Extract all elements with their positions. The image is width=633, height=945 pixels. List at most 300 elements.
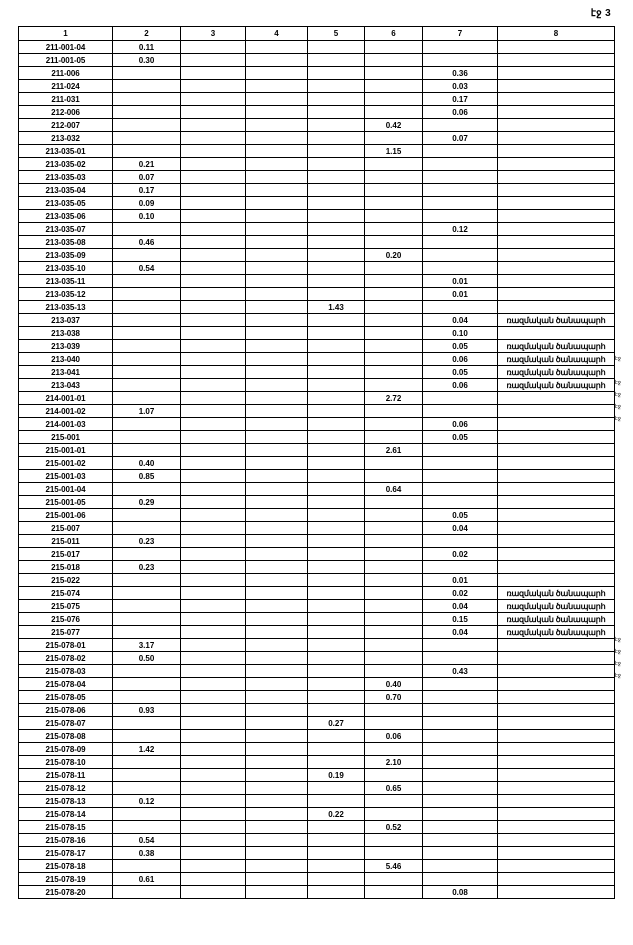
cell-value-5	[308, 756, 365, 769]
cell-code: 215-078-16	[19, 834, 113, 847]
table-row	[19, 366, 615, 379]
cell-value-4	[246, 470, 308, 483]
cell-note	[498, 457, 615, 470]
cell-value-7: 0.06	[423, 353, 498, 366]
cell-value-4	[246, 379, 308, 392]
cell-note	[498, 535, 615, 548]
cell-value-7	[423, 769, 498, 782]
table-row	[19, 288, 615, 301]
cell-code: 213-035-02	[19, 158, 113, 171]
cell-value-4	[246, 158, 308, 171]
cell-note	[498, 821, 615, 834]
cell-value-6: 1.15	[365, 145, 423, 158]
cell-value-5	[308, 626, 365, 639]
cell-value-7	[423, 847, 498, 860]
cell-note	[498, 691, 615, 704]
cell-note	[498, 145, 615, 158]
cell-value-3	[181, 769, 246, 782]
cell-code: 215-078-06	[19, 704, 113, 717]
cell-value-5	[308, 470, 365, 483]
cell-value-4	[246, 54, 308, 67]
cell-note	[498, 288, 615, 301]
cell-note	[498, 548, 615, 561]
cell-value-2	[113, 860, 181, 873]
cell-value-3	[181, 847, 246, 860]
cell-value-3	[181, 795, 246, 808]
cell-value-3	[181, 600, 246, 613]
cell-value-5	[308, 457, 365, 470]
cell-value-7	[423, 197, 498, 210]
cell-note	[498, 561, 615, 574]
cell-value-7	[423, 470, 498, 483]
cell-value-5	[308, 145, 365, 158]
cell-code: 215-074	[19, 587, 113, 600]
cell-value-5	[308, 210, 365, 223]
cell-value-4	[246, 691, 308, 704]
cell-value-6	[365, 717, 423, 730]
cell-value-2	[113, 340, 181, 353]
cell-value-7	[423, 873, 498, 886]
cell-value-2: 0.46	[113, 236, 181, 249]
table-row	[19, 210, 615, 223]
cell-note	[498, 418, 615, 431]
table-row	[19, 470, 615, 483]
cell-value-7	[423, 119, 498, 132]
cell-value-3	[181, 145, 246, 158]
cell-value-3	[181, 431, 246, 444]
cell-value-4	[246, 288, 308, 301]
cell-code: 213-035-06	[19, 210, 113, 223]
cell-value-7: 0.02	[423, 548, 498, 561]
cell-value-3	[181, 652, 246, 665]
table-row	[19, 379, 615, 392]
cell-note	[498, 119, 615, 132]
margin-note: էջ	[615, 404, 621, 410]
cell-value-4	[246, 860, 308, 873]
cell-value-3	[181, 314, 246, 327]
cell-value-5	[308, 795, 365, 808]
cell-value-7: 0.02	[423, 587, 498, 600]
cell-value-4	[246, 678, 308, 691]
cell-value-3	[181, 405, 246, 418]
cell-value-6	[365, 470, 423, 483]
cell-value-7	[423, 652, 498, 665]
cell-value-7	[423, 717, 498, 730]
cell-value-4	[246, 366, 308, 379]
cell-value-2	[113, 249, 181, 262]
cell-value-7	[423, 262, 498, 275]
cell-value-7	[423, 405, 498, 418]
cell-code: 215-078-17	[19, 847, 113, 860]
cell-value-6	[365, 379, 423, 392]
cell-value-4	[246, 249, 308, 262]
cell-value-4	[246, 561, 308, 574]
cell-value-7: 0.06	[423, 418, 498, 431]
cell-value-7: 0.12	[423, 223, 498, 236]
cell-value-4	[246, 80, 308, 93]
cell-code: 211-006	[19, 67, 113, 80]
column-header-7: 7	[423, 27, 498, 41]
cell-value-7	[423, 41, 498, 54]
cell-note	[498, 795, 615, 808]
table-row	[19, 730, 615, 743]
cell-value-2: 0.23	[113, 535, 181, 548]
cell-value-5	[308, 392, 365, 405]
cell-value-2	[113, 106, 181, 119]
table-row	[19, 834, 615, 847]
cell-code: 215-077	[19, 626, 113, 639]
cell-value-5	[308, 886, 365, 899]
cell-code: 215-001-03	[19, 470, 113, 483]
cell-value-7: 0.05	[423, 509, 498, 522]
cell-value-4	[246, 171, 308, 184]
cell-value-7: 0.43	[423, 665, 498, 678]
cell-code: 215-001-04	[19, 483, 113, 496]
cell-value-5	[308, 106, 365, 119]
cell-value-4	[246, 795, 308, 808]
cell-value-3	[181, 41, 246, 54]
table-row	[19, 223, 615, 236]
cell-value-5	[308, 314, 365, 327]
cell-code: 213-035-10	[19, 262, 113, 275]
cell-code: 212-006	[19, 106, 113, 119]
cell-code: 212-007	[19, 119, 113, 132]
cell-code: 213-035-03	[19, 171, 113, 184]
cell-value-5	[308, 821, 365, 834]
cell-note	[498, 106, 615, 119]
cell-note	[498, 769, 615, 782]
cell-value-7: 0.15	[423, 613, 498, 626]
cell-value-5	[308, 67, 365, 80]
cell-note	[498, 249, 615, 262]
cell-value-6	[365, 353, 423, 366]
cell-value-7	[423, 457, 498, 470]
cell-value-5	[308, 418, 365, 431]
cell-note: ռազմական ծանապարհ	[498, 353, 615, 366]
margin-note: էջ	[615, 637, 621, 643]
cell-value-7: 0.01	[423, 275, 498, 288]
cell-value-4	[246, 145, 308, 158]
cell-value-4	[246, 834, 308, 847]
cell-value-7: 0.36	[423, 67, 498, 80]
cell-value-4	[246, 600, 308, 613]
cell-value-5	[308, 119, 365, 132]
cell-note	[498, 782, 615, 795]
cell-value-6	[365, 522, 423, 535]
cell-value-4	[246, 444, 308, 457]
cell-code: 215-078-20	[19, 886, 113, 899]
cell-code: 213-035-12	[19, 288, 113, 301]
cell-value-3	[181, 184, 246, 197]
cell-note	[498, 405, 615, 418]
cell-value-2	[113, 626, 181, 639]
cell-note	[498, 704, 615, 717]
cell-value-5	[308, 288, 365, 301]
cell-code: 215-078-03	[19, 665, 113, 678]
cell-value-2	[113, 275, 181, 288]
cell-value-5: 1.43	[308, 301, 365, 314]
cell-value-5	[308, 860, 365, 873]
cell-value-3	[181, 366, 246, 379]
cell-code: 213-035-04	[19, 184, 113, 197]
cell-value-3	[181, 132, 246, 145]
cell-value-2: 0.11	[113, 41, 181, 54]
cell-value-7: 0.10	[423, 327, 498, 340]
cell-value-7: 0.05	[423, 366, 498, 379]
cell-value-6: 5.46	[365, 860, 423, 873]
cell-value-7	[423, 691, 498, 704]
table-row	[19, 431, 615, 444]
cell-value-3	[181, 379, 246, 392]
cell-value-2: 0.23	[113, 561, 181, 574]
cell-value-2	[113, 600, 181, 613]
cell-code: 213-037	[19, 314, 113, 327]
cell-value-6	[365, 834, 423, 847]
cell-value-6	[365, 210, 423, 223]
cell-value-3	[181, 54, 246, 67]
cell-value-7	[423, 210, 498, 223]
cell-value-6	[365, 197, 423, 210]
cell-value-3	[181, 340, 246, 353]
cell-code: 213-035-13	[19, 301, 113, 314]
cell-value-5	[308, 574, 365, 587]
cell-note	[498, 54, 615, 67]
table-row	[19, 860, 615, 873]
cell-value-5	[308, 340, 365, 353]
cell-note	[498, 197, 615, 210]
cell-value-5	[308, 431, 365, 444]
cell-value-7	[423, 496, 498, 509]
cell-value-3	[181, 639, 246, 652]
cell-value-4	[246, 665, 308, 678]
cell-value-2	[113, 782, 181, 795]
cell-value-4	[246, 626, 308, 639]
cell-value-3	[181, 561, 246, 574]
cell-value-3	[181, 860, 246, 873]
table-row	[19, 262, 615, 275]
table-row	[19, 158, 615, 171]
cell-value-4	[246, 275, 308, 288]
cell-value-5	[308, 249, 365, 262]
cell-value-2	[113, 418, 181, 431]
cell-note	[498, 262, 615, 275]
cell-note: ռազմական ծանապարհ	[498, 366, 615, 379]
cell-value-5	[308, 561, 365, 574]
cell-value-7	[423, 834, 498, 847]
cell-value-4	[246, 769, 308, 782]
table-row	[19, 236, 615, 249]
cell-value-2	[113, 483, 181, 496]
cell-value-7: 0.08	[423, 886, 498, 899]
cell-value-6	[365, 665, 423, 678]
cell-code: 215-078-14	[19, 808, 113, 821]
cell-value-2: 0.29	[113, 496, 181, 509]
cell-value-3	[181, 457, 246, 470]
cell-value-4	[246, 717, 308, 730]
cell-note	[498, 678, 615, 691]
cell-value-3	[181, 873, 246, 886]
cell-value-2	[113, 444, 181, 457]
table-row	[19, 340, 615, 353]
cell-note	[498, 808, 615, 821]
margin-note: էջ	[615, 392, 621, 398]
cell-value-2	[113, 132, 181, 145]
table-row	[19, 106, 615, 119]
cell-value-2	[113, 119, 181, 132]
cell-value-4	[246, 808, 308, 821]
cell-code: 215-001-06	[19, 509, 113, 522]
cell-value-6: 0.64	[365, 483, 423, 496]
table-row	[19, 80, 615, 93]
cell-value-4	[246, 496, 308, 509]
cell-value-7: 0.05	[423, 431, 498, 444]
table-row	[19, 886, 615, 899]
data-table-container	[18, 26, 614, 899]
cell-code: 215-078-02	[19, 652, 113, 665]
cell-value-2: 0.50	[113, 652, 181, 665]
cell-value-2: 0.38	[113, 847, 181, 860]
cell-code: 215-076	[19, 613, 113, 626]
cell-value-5	[308, 80, 365, 93]
cell-value-4	[246, 548, 308, 561]
cell-value-6	[365, 54, 423, 67]
table-row	[19, 301, 615, 314]
cell-code: 211-031	[19, 93, 113, 106]
table-row	[19, 639, 615, 652]
cell-code: 213-035-09	[19, 249, 113, 262]
cell-value-7	[423, 808, 498, 821]
cell-note	[498, 275, 615, 288]
cell-value-3	[181, 210, 246, 223]
cell-value-7	[423, 795, 498, 808]
cell-value-3	[181, 808, 246, 821]
cell-value-2	[113, 548, 181, 561]
cell-note	[498, 301, 615, 314]
cell-value-4	[246, 483, 308, 496]
table-header-row	[19, 27, 615, 41]
cell-value-3	[181, 470, 246, 483]
cell-value-3	[181, 613, 246, 626]
cell-value-2: 0.40	[113, 457, 181, 470]
cell-code: 215-078-10	[19, 756, 113, 769]
cell-value-6: 2.10	[365, 756, 423, 769]
cell-value-3	[181, 171, 246, 184]
cell-value-6	[365, 67, 423, 80]
table-row	[19, 41, 615, 54]
cell-value-7	[423, 639, 498, 652]
cell-note: ռազմական ծանապարհ	[498, 587, 615, 600]
cell-code: 215-078-04	[19, 678, 113, 691]
table-row	[19, 314, 615, 327]
cell-value-6	[365, 301, 423, 314]
cell-note	[498, 444, 615, 457]
cell-value-6: 2.61	[365, 444, 423, 457]
cell-value-7	[423, 704, 498, 717]
cell-note	[498, 41, 615, 54]
cell-value-3	[181, 158, 246, 171]
cell-value-6	[365, 184, 423, 197]
cell-value-5	[308, 535, 365, 548]
cell-value-5	[308, 236, 365, 249]
cell-value-7	[423, 782, 498, 795]
cell-value-5	[308, 93, 365, 106]
cell-value-3	[181, 756, 246, 769]
cell-value-6	[365, 639, 423, 652]
cell-value-3	[181, 704, 246, 717]
cell-value-5	[308, 743, 365, 756]
cell-code: 213-035-07	[19, 223, 113, 236]
cell-value-5	[308, 678, 365, 691]
cell-value-2: 1.42	[113, 743, 181, 756]
cell-value-3	[181, 743, 246, 756]
cell-value-4	[246, 847, 308, 860]
column-header-2: 2	[113, 27, 181, 41]
cell-value-4	[246, 340, 308, 353]
table-row	[19, 782, 615, 795]
table-row	[19, 613, 615, 626]
cell-value-5	[308, 366, 365, 379]
cell-value-3	[181, 119, 246, 132]
cell-value-4	[246, 106, 308, 119]
cell-value-6	[365, 457, 423, 470]
column-header-6: 6	[365, 27, 423, 41]
cell-value-3	[181, 483, 246, 496]
cell-note	[498, 717, 615, 730]
cell-note	[498, 67, 615, 80]
cell-value-3	[181, 223, 246, 236]
cell-code: 213-035-11	[19, 275, 113, 288]
cell-note	[498, 847, 615, 860]
cell-note	[498, 184, 615, 197]
table-row	[19, 665, 615, 678]
cell-value-3	[181, 665, 246, 678]
cell-value-2	[113, 93, 181, 106]
cell-value-2	[113, 808, 181, 821]
cell-code: 215-078-11	[19, 769, 113, 782]
cell-value-6	[365, 626, 423, 639]
cell-value-5	[308, 691, 365, 704]
table-row	[19, 67, 615, 80]
cell-code: 215-078-13	[19, 795, 113, 808]
cell-value-7	[423, 483, 498, 496]
cell-code: 215-075	[19, 600, 113, 613]
cell-note	[498, 509, 615, 522]
cell-value-7: 0.07	[423, 132, 498, 145]
table-row	[19, 249, 615, 262]
cell-value-7	[423, 860, 498, 873]
table-row	[19, 717, 615, 730]
column-header-8: 8	[498, 27, 615, 41]
margin-note: էջ	[615, 356, 621, 362]
cell-value-6	[365, 41, 423, 54]
cell-value-2	[113, 574, 181, 587]
cell-code: 215-007	[19, 522, 113, 535]
table-row	[19, 275, 615, 288]
cell-value-6	[365, 509, 423, 522]
cell-value-4	[246, 184, 308, 197]
cell-code: 213-035-01	[19, 145, 113, 158]
cell-value-7	[423, 145, 498, 158]
cell-note	[498, 236, 615, 249]
cell-value-5	[308, 379, 365, 392]
table-row	[19, 496, 615, 509]
cell-value-5	[308, 405, 365, 418]
cell-value-7: 0.06	[423, 106, 498, 119]
cell-note	[498, 834, 615, 847]
cell-value-3	[181, 587, 246, 600]
cell-value-4	[246, 93, 308, 106]
cell-note	[498, 522, 615, 535]
